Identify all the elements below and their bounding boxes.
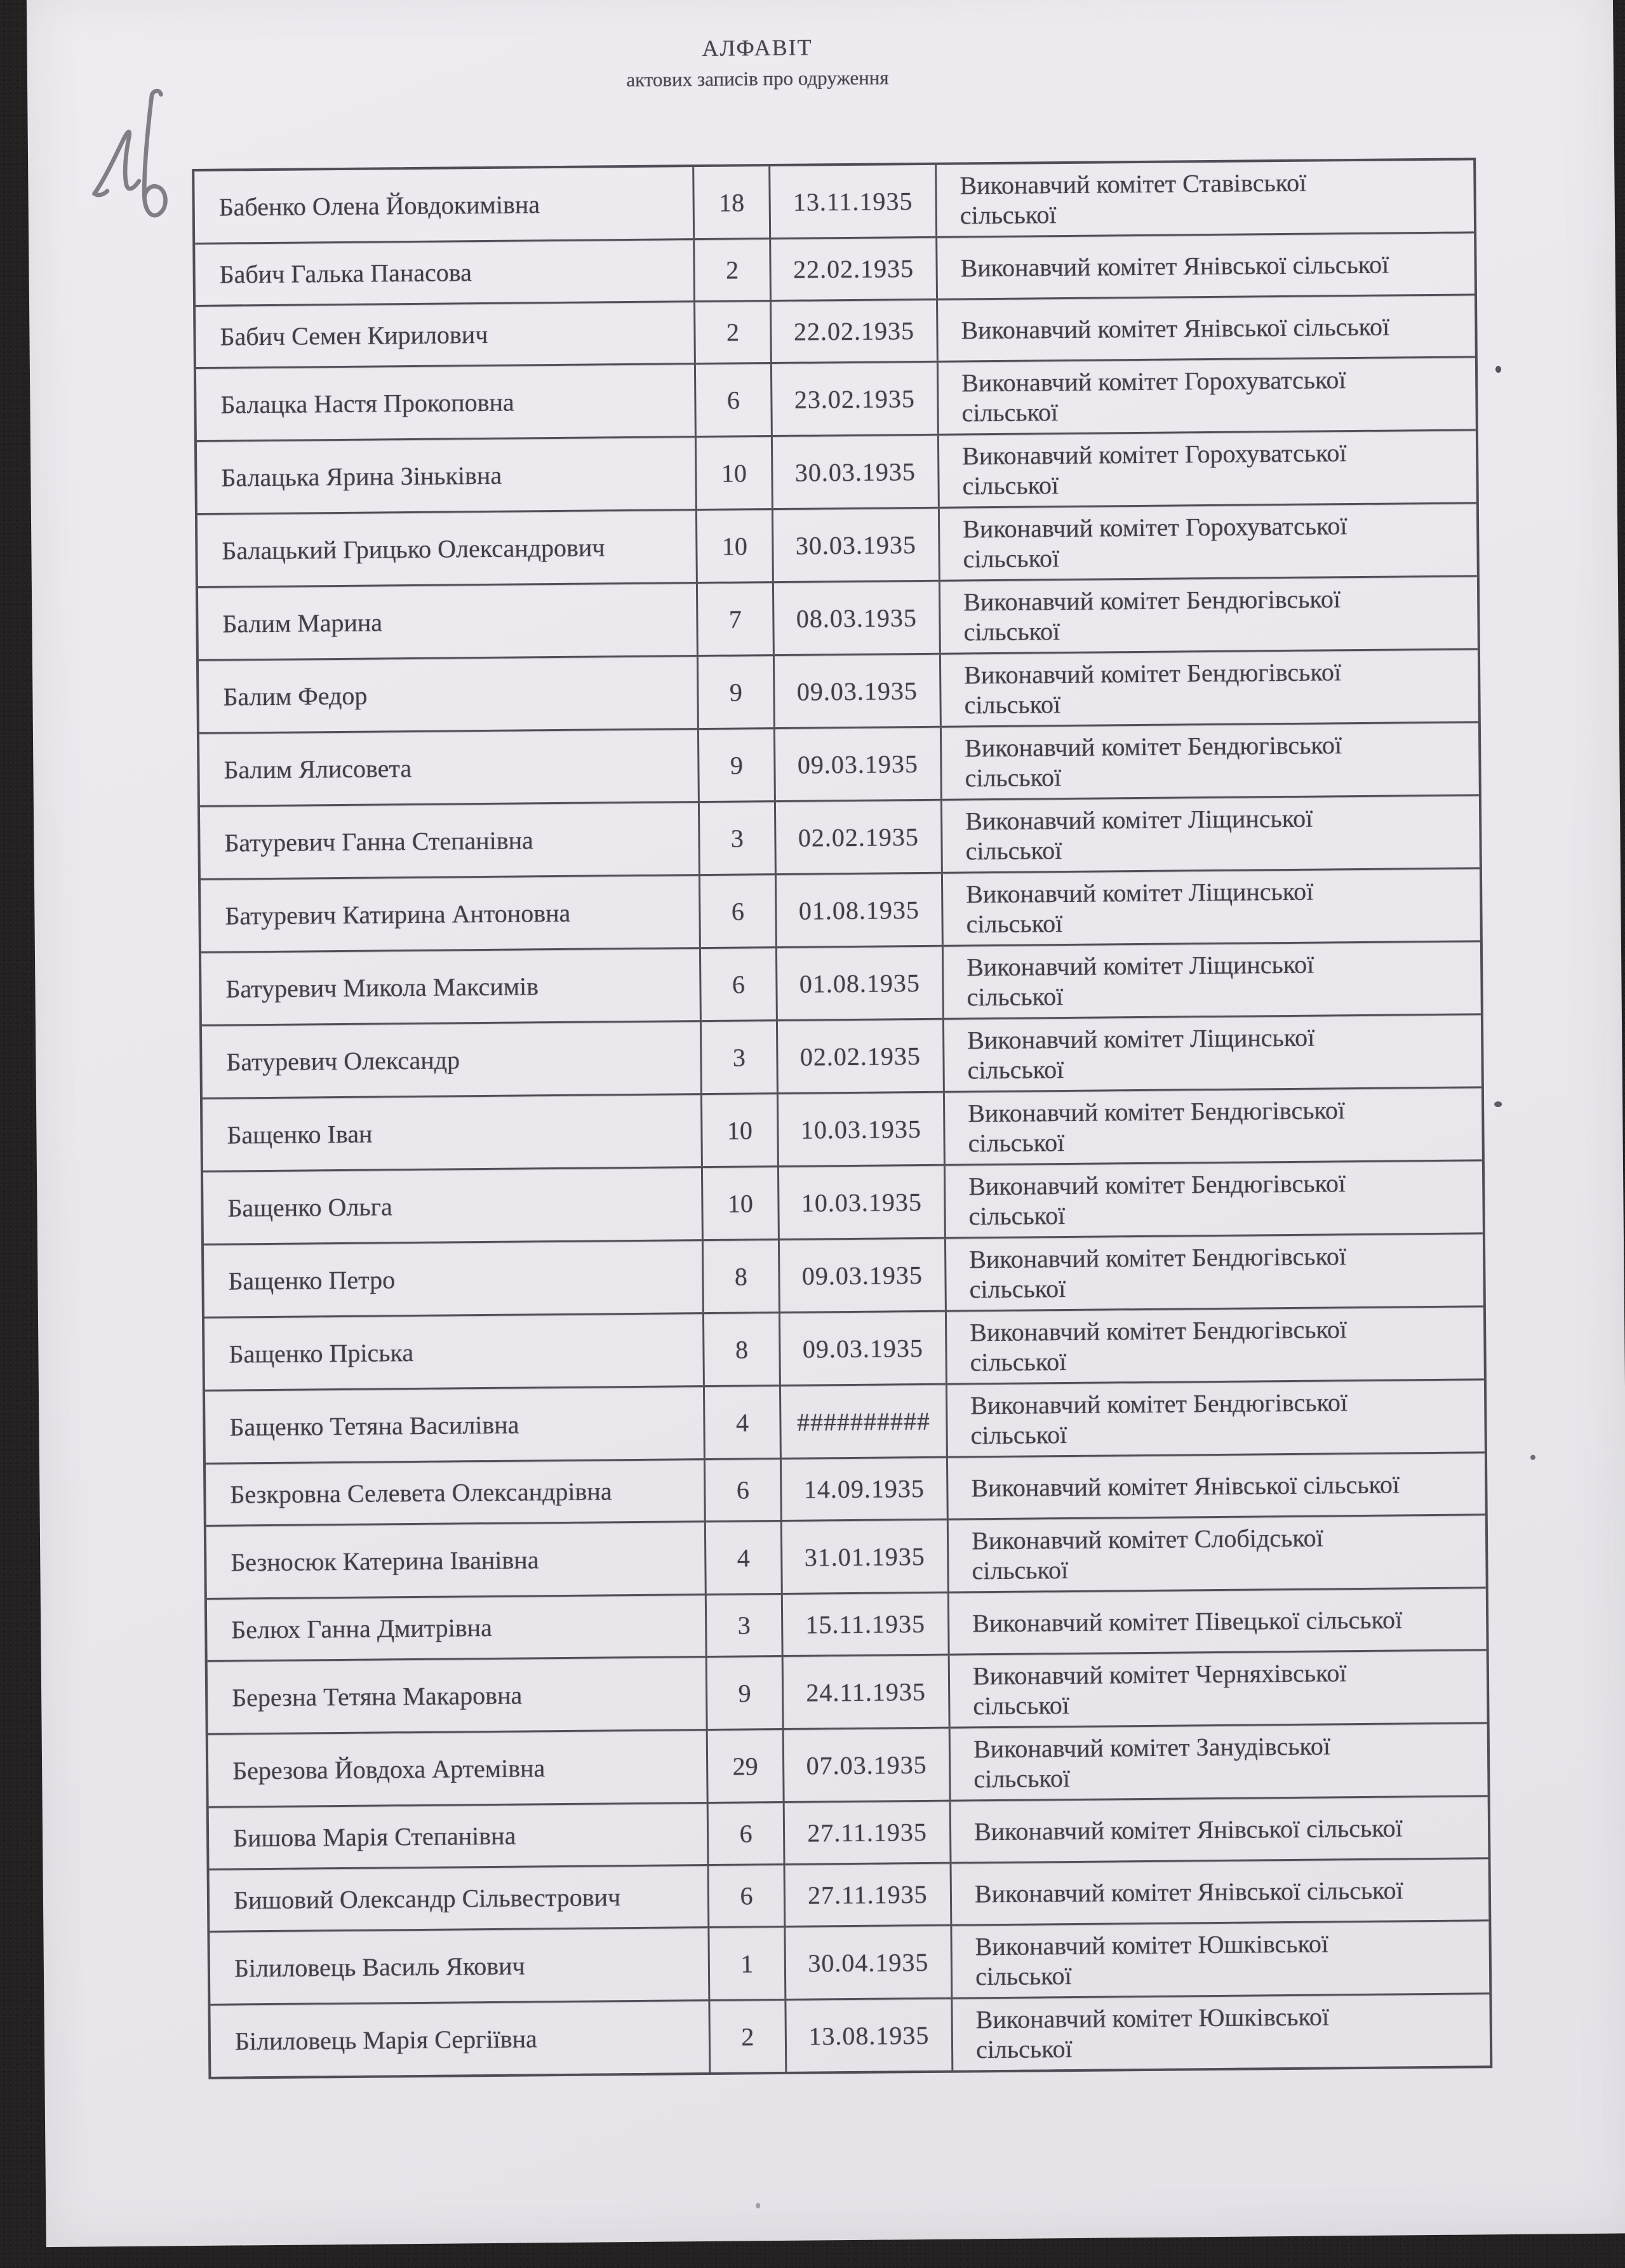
record-date-cell: 27.11.1935 <box>786 1864 953 1926</box>
committee-cell: Виконавчий комітет Янівської сільської <box>974 1875 1403 1909</box>
committee-cell: Виконавчий комітет Ліщинської сільської <box>965 803 1313 866</box>
document-subtitle: актових записів про одруження <box>626 66 889 91</box>
record-date-cell: 01.08.1935 <box>777 947 944 1019</box>
table-row <box>208 1651 1487 1735</box>
record-date-cell: 13.11.1935 <box>770 165 937 238</box>
record-date-cell: 13.08.1935 <box>786 1999 953 2072</box>
record-number-cell: 10 <box>697 510 774 582</box>
record-number-cell: 6 <box>709 1803 786 1864</box>
record-number-cell: 6 <box>706 1459 782 1520</box>
table-row <box>201 942 1481 1026</box>
person-name-cell: Батуревич Микола Максимів <box>201 949 702 1024</box>
person-name-cell: Бишова Марія Степанівна <box>209 1804 709 1869</box>
committee-cell: Виконавчий комітет Бендюгівської сільської <box>969 1242 1347 1304</box>
record-number-cell: 8 <box>704 1313 781 1385</box>
record-number-cell: 10 <box>697 437 773 509</box>
record-number-cell: 10 <box>702 1094 779 1166</box>
record-number-cell: 9 <box>699 729 776 801</box>
person-name-cell: Батуревич Катирина Антоновна <box>201 876 701 951</box>
committee-cell: Виконавчий комітет Бендюгівської сільської <box>963 584 1341 647</box>
document-title: АЛФАВІТ <box>702 34 813 61</box>
ink-speck <box>756 2203 760 2208</box>
person-name-cell: Балим Федор <box>199 657 699 732</box>
committee-cell: Виконавчий комітет Занудівської сільської <box>973 1731 1331 1794</box>
table-row <box>203 1161 1483 1245</box>
table-row <box>207 1588 1487 1662</box>
record-number-cell: 6 <box>701 948 778 1020</box>
record-date-cell: 07.03.1935 <box>784 1729 951 1801</box>
committee-cell: Виконавчий комітет Бендюгівської сільської <box>968 1096 1346 1158</box>
record-date-cell: 24.11.1935 <box>784 1656 951 1728</box>
table-row <box>210 1859 1489 1933</box>
record-date-cell: 01.08.1935 <box>777 874 944 946</box>
person-name-cell: Бабич Семен Кирилович <box>196 302 696 367</box>
record-number-cell: 2 <box>695 239 772 300</box>
table-row <box>196 295 1475 369</box>
person-name-cell: Белюх Ганна Дмитрівна <box>207 1595 707 1660</box>
committee-cell: Виконавчий комітет Ліщинської сільської <box>967 1023 1315 1085</box>
table-row <box>201 869 1480 953</box>
table-row <box>200 796 1480 880</box>
person-name-cell: Балацка Настя Прокоповна <box>196 365 697 440</box>
ink-speck <box>1495 366 1501 373</box>
table-row <box>198 577 1478 661</box>
committee-cell: Виконавчий комітет Янівської сільської <box>960 250 1389 283</box>
record-number-cell: 8 <box>704 1240 780 1312</box>
handwritten-mark <box>88 84 187 234</box>
committee-cell: Виконавчий комітет Горохуватської сільської <box>961 365 1346 427</box>
record-date-cell: 14.09.1935 <box>782 1458 949 1520</box>
person-name-cell: Березна Тетяна Макаровна <box>208 1658 708 1733</box>
person-name-cell: Березова Йовдоха Артемівна <box>208 1731 709 1806</box>
committee-cell: Виконавчий комітет Черняхівської сільської <box>972 1658 1347 1721</box>
table-row <box>203 1088 1482 1172</box>
committee-cell: Виконавчий комітет Бендюгівської сільської <box>963 657 1342 720</box>
record-number-cell: 3 <box>700 802 777 874</box>
record-number-cell: 1 <box>709 1928 786 1999</box>
person-name-cell: Балацький Грицько Олександрович <box>197 511 698 586</box>
table-row <box>205 1380 1485 1465</box>
record-number-cell: 3 <box>702 1021 779 1093</box>
person-name-cell: Білиловець Марія Сергіївна <box>210 2001 711 2077</box>
record-date-cell: 10.03.1935 <box>779 1166 946 1238</box>
table-row <box>202 1015 1481 1099</box>
ink-speck <box>1494 1101 1502 1107</box>
document-page <box>27 0 1625 2247</box>
record-date-cell: 09.03.1935 <box>775 655 942 727</box>
committee-cell: Виконавчий комітет Бендюгівської сільської <box>968 1169 1346 1231</box>
person-name-cell: Бащенко Ольга <box>203 1168 704 1244</box>
record-number-cell: 6 <box>696 364 773 436</box>
committee-cell: Виконавчий комітет Півецької сільської <box>972 1605 1403 1638</box>
record-number-cell: 3 <box>707 1595 784 1656</box>
record-date-cell: 30.03.1935 <box>773 436 940 508</box>
committee-cell: Виконавчий комітет Янівської сільської <box>973 1813 1403 1846</box>
table-row <box>210 1994 1490 2077</box>
record-date-cell: 09.03.1935 <box>780 1239 947 1312</box>
record-date-cell: 09.03.1935 <box>775 728 942 800</box>
committee-cell: Виконавчий комітет Бендюгівської сільської <box>970 1315 1347 1377</box>
document-header <box>331 30 1183 94</box>
record-number-cell: 2 <box>695 302 772 363</box>
table-row <box>206 1453 1485 1527</box>
records-table <box>192 158 1492 2079</box>
person-name-cell: Батуревич Олександр <box>202 1022 702 1097</box>
person-name-cell: Бащенко Пріська <box>204 1314 705 1390</box>
table-row <box>204 1234 1483 1319</box>
record-number-cell: 18 <box>694 166 771 238</box>
table-row <box>196 358 1476 442</box>
table-row <box>197 504 1477 588</box>
committee-cell: Виконавчий комітет Горохуватської сільської <box>962 511 1347 574</box>
person-name-cell: Бащенко Іван <box>203 1095 703 1171</box>
table-row <box>208 1724 1488 1808</box>
record-date-cell: 27.11.1935 <box>785 1802 952 1863</box>
committee-cell: Виконавчий комітет Янівської сільської <box>961 312 1390 345</box>
person-name-cell: Балим Марина <box>198 584 699 659</box>
person-name-cell: Білиловець Василь Якович <box>210 1928 710 2004</box>
person-name-cell: Батуревич Ганна Степанівна <box>200 803 700 878</box>
table-row <box>197 431 1476 515</box>
person-name-cell: Безкровна Селевета Олександрівна <box>206 1460 706 1525</box>
record-date-cell: 23.02.1935 <box>772 363 939 435</box>
person-name-cell: Бабич Галька Панасова <box>195 240 695 305</box>
committee-cell: Виконавчий комітет Янівської сільської <box>971 1470 1400 1503</box>
person-name-cell: Бащенко Петро <box>204 1241 704 1317</box>
record-number-cell: 6 <box>709 1865 786 1926</box>
table-row <box>206 1515 1486 1600</box>
person-name-cell: Балацька Ярина Зіньківна <box>197 438 697 513</box>
record-date-cell: 10.03.1935 <box>779 1093 946 1165</box>
table-row <box>209 1797 1488 1870</box>
record-date-cell: 02.02.1935 <box>776 801 943 873</box>
committee-cell: Виконавчий комітет Бендюгівської сільської <box>964 730 1342 793</box>
committee-cell: Виконавчий комітет Юшківської сільської <box>975 2002 1330 2064</box>
committee-cell: Виконавчий комітет Бендюгівської сільської <box>970 1388 1348 1450</box>
table-row <box>210 1921 1489 2006</box>
record-date-cell: 15.11.1935 <box>783 1594 950 1655</box>
committee-cell: Виконавчий комітет Слобідської сільської <box>971 1523 1323 1585</box>
record-number-cell: 4 <box>706 1522 783 1594</box>
table-row <box>195 233 1475 307</box>
record-date-cell: 31.01.1935 <box>782 1520 949 1593</box>
record-number-cell: 6 <box>700 875 777 947</box>
person-name-cell: Бишовий Олександр Сільвестрович <box>210 1866 710 1931</box>
person-name-cell: Бабенко Олена Йовдокимівна <box>194 167 695 243</box>
record-number-cell: 2 <box>710 2001 787 2072</box>
committee-cell: Виконавчий комітет Юшківської сільської <box>975 1929 1329 1991</box>
committee-cell: Виконавчий комітет Ліщинської сільської <box>966 876 1314 939</box>
table-row <box>199 650 1478 734</box>
record-number-cell: 9 <box>707 1657 784 1729</box>
record-date-cell: 02.02.1935 <box>778 1020 945 1092</box>
record-date-cell: 09.03.1935 <box>780 1312 947 1385</box>
record-date-cell: 22.02.1935 <box>771 238 938 300</box>
record-number-cell: 7 <box>698 583 775 655</box>
table-row <box>194 160 1474 245</box>
record-date-cell: 08.03.1935 <box>774 582 941 654</box>
record-number-cell: 4 <box>705 1386 782 1458</box>
record-date-cell: 30.03.1935 <box>773 509 940 581</box>
committee-cell: Виконавчий комітет Ставівської сільської <box>960 168 1307 230</box>
record-number-cell: 9 <box>699 656 775 728</box>
table-row <box>199 723 1479 807</box>
committee-cell: Виконавчий комітет Ліщинської сільської <box>966 949 1314 1012</box>
table-row <box>204 1307 1484 1392</box>
record-date-cell: ########## <box>781 1385 948 1458</box>
record-date-cell: 30.04.1935 <box>786 1926 953 1999</box>
ink-speck <box>1530 1455 1535 1460</box>
record-date-cell: 22.02.1935 <box>772 300 939 362</box>
person-name-cell: Безносюк Катерина Іванівна <box>206 1522 707 1598</box>
committee-cell: Виконавчий комітет Горохуватської сільської <box>961 438 1347 500</box>
record-number-cell: 29 <box>708 1730 785 1802</box>
record-number-cell: 10 <box>703 1167 780 1239</box>
person-name-cell: Бащенко Тетяна Василівна <box>205 1387 706 1463</box>
person-name-cell: Балим Ялисовета <box>199 730 700 805</box>
